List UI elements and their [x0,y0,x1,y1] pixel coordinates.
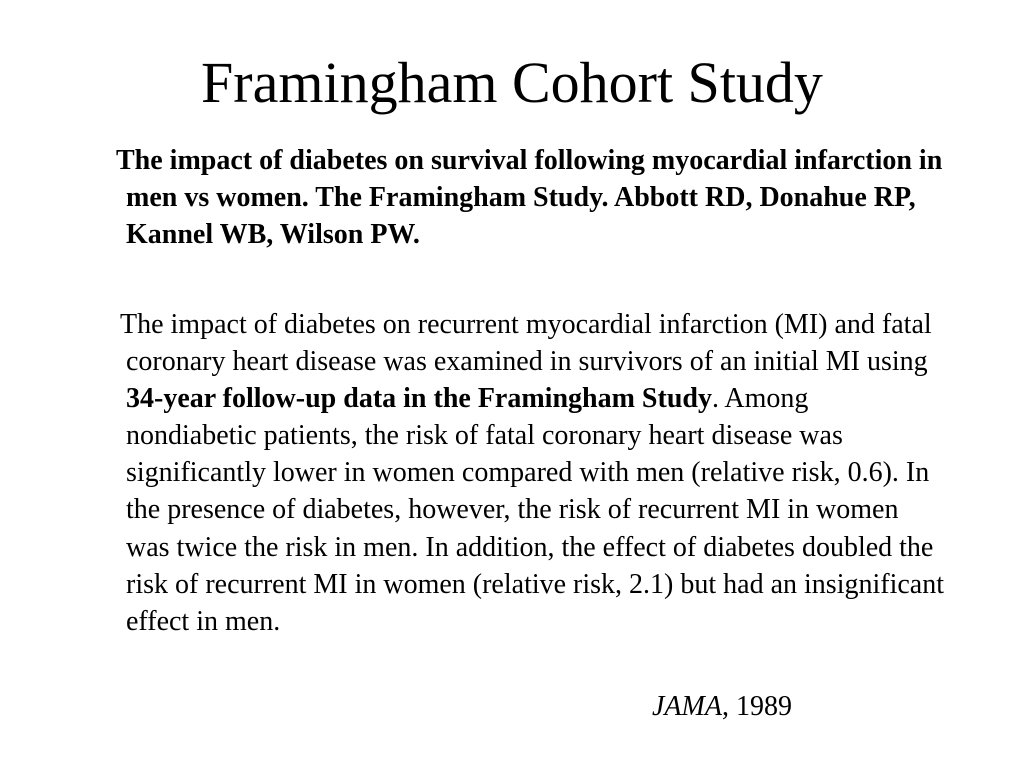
abstract-text-part2: . Among nondiabetic patients, the risk of fatal coronary heart disease was significantly lower in women compared with men (relative risk, 0.6). In the presence of diabetes, however, the risk of recurrent MI in women was twice the risk in men. In addition, the effect of diabetes doubled the risk of recurrent MI in women (relative risk, 2.1) but had an insignificant effect in men. [126,383,944,637]
abstract-emphasis: 34-year follow-up data in the Framingham Study [126,383,712,415]
abstract-text-part1: The impact of diabetes on recurrent myocardial infarction (MI) and fatal coronary heart disease was examined in survivors of an initial MI using [120,309,932,378]
citation-text: The impact of diabetes on survival following myocardial infarction in men vs women. The Framingham Study. Abbott RD, Donahue RP, Kannel WB, Wilson PW. [116,145,943,250]
journal-name: JAMA [652,691,722,722]
abstract-paragraph [120,306,946,640]
publication-year: , 1989 [721,691,792,722]
slide-title: Framingham Cohort Study [201,50,823,115]
source-reference [652,688,792,725]
